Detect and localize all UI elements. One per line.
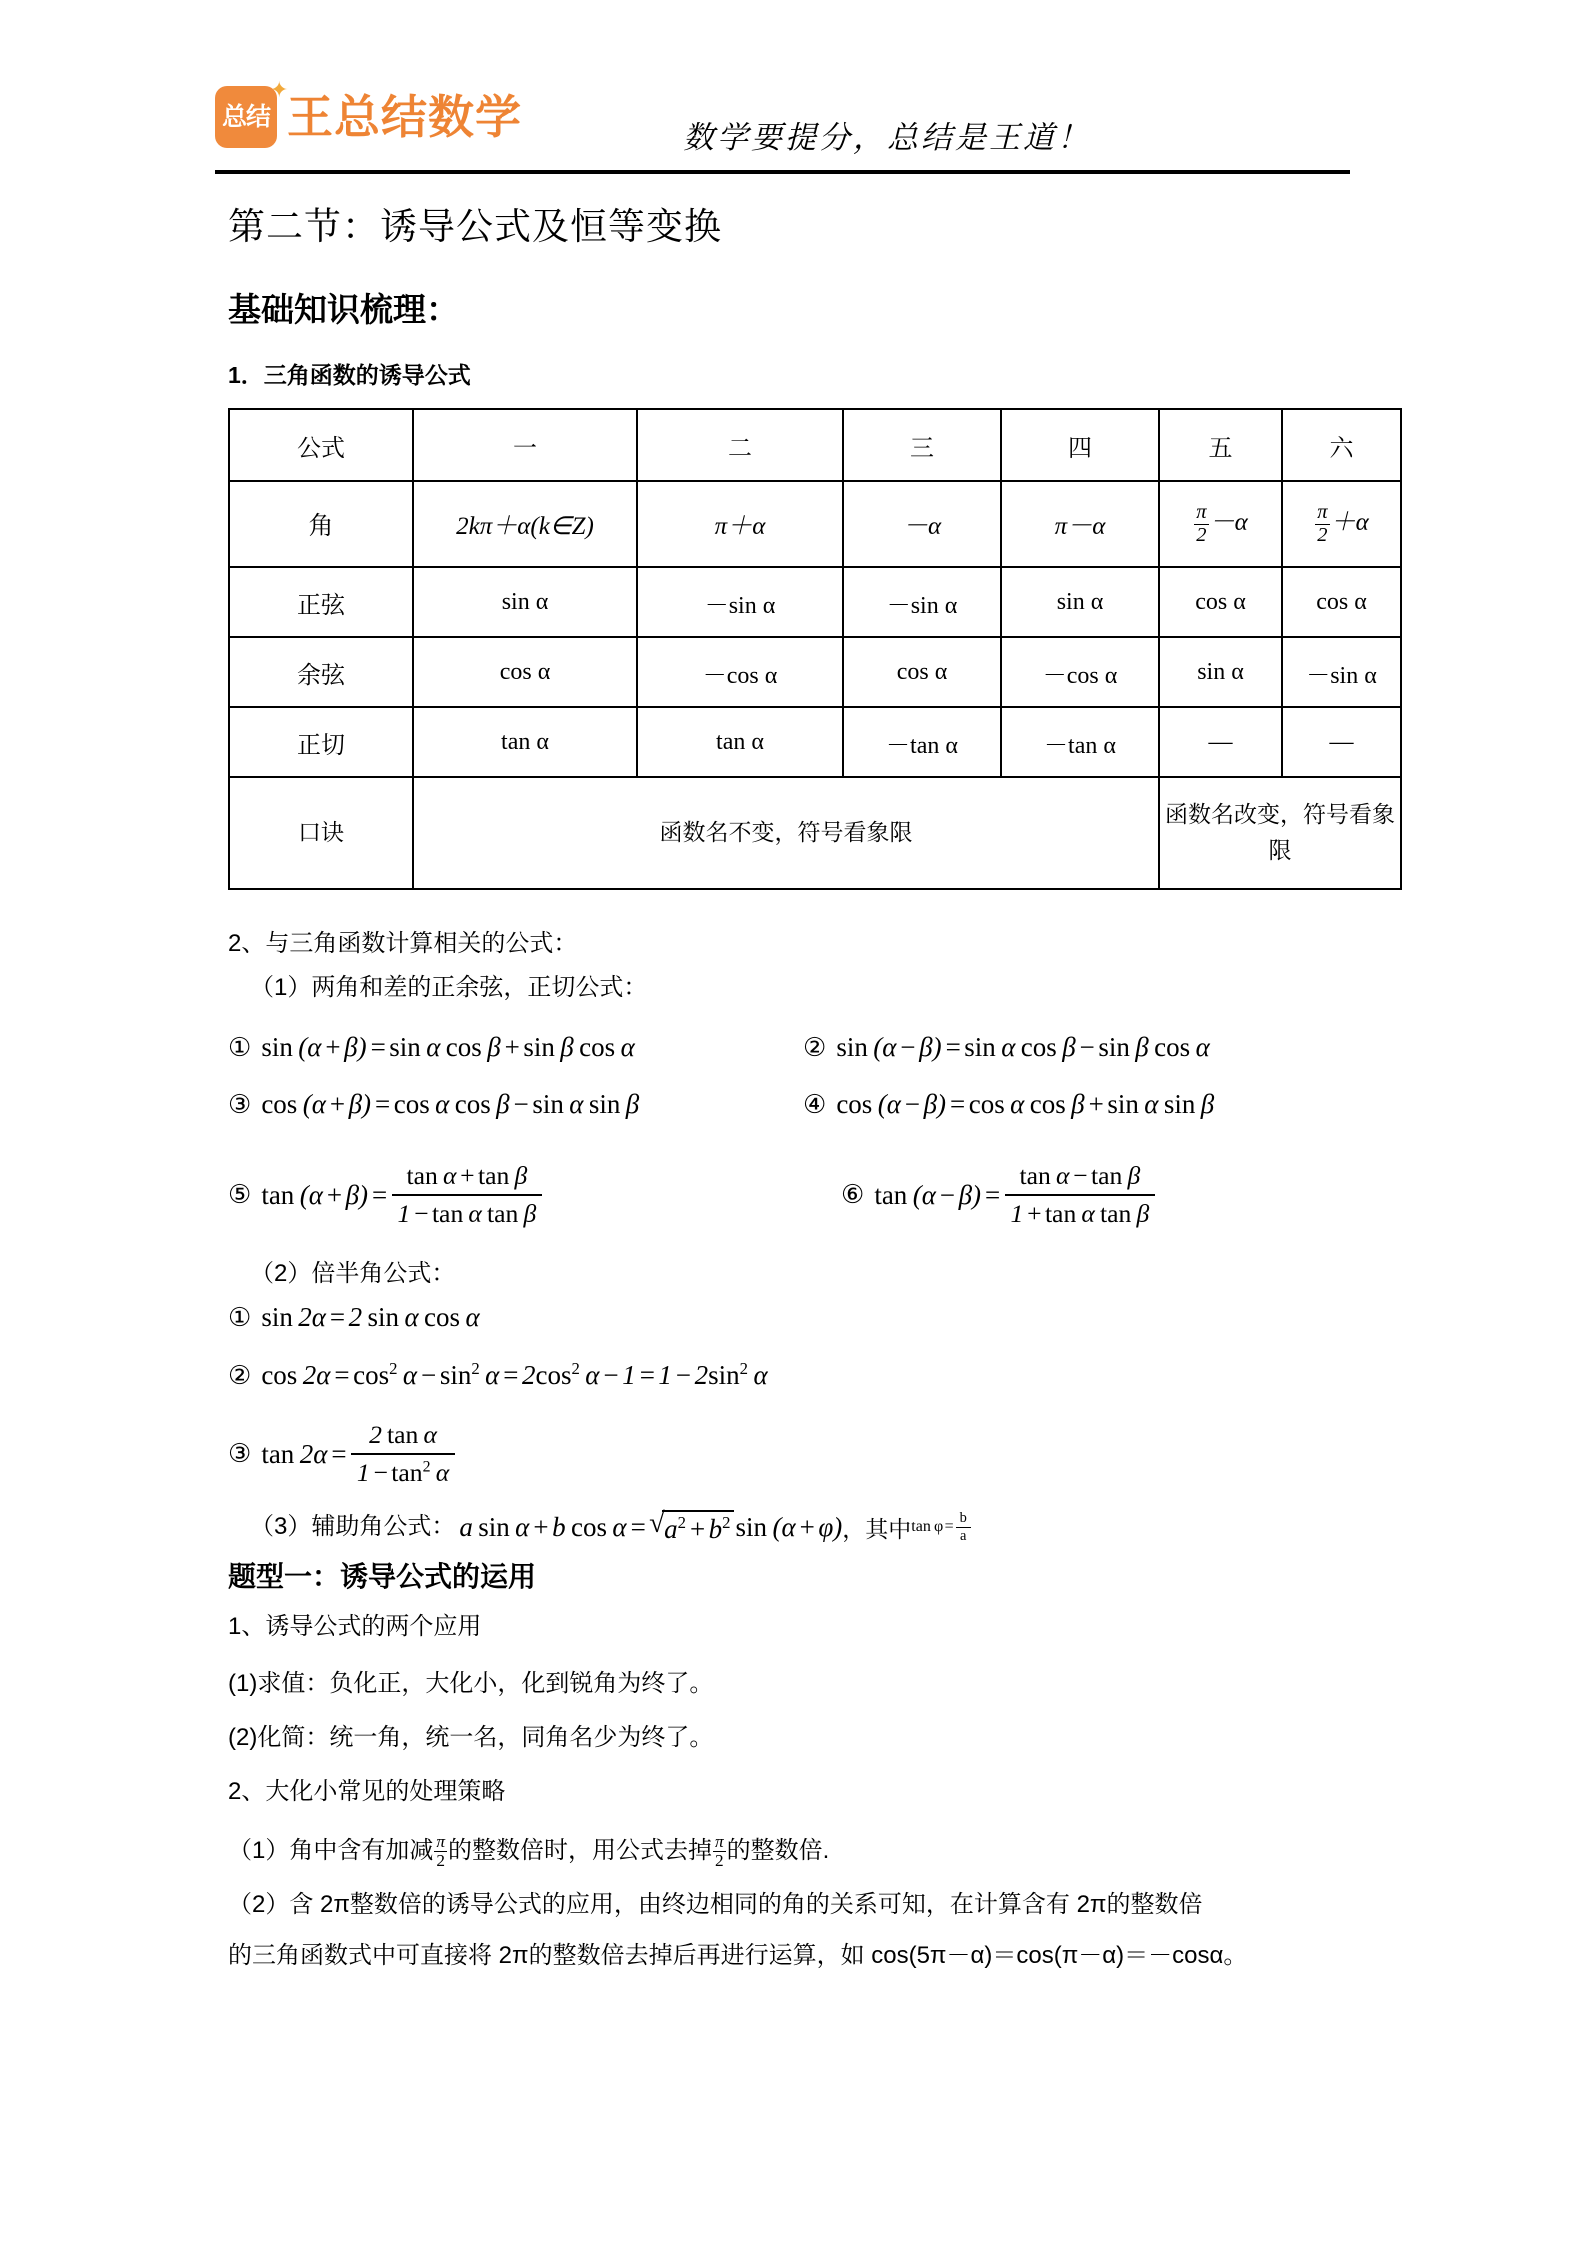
item-heading-two-applications: 1、诱导公式的两个应用 — [228, 1613, 482, 1641]
cell-angle-6: $\frac{\pi}{2}$ ＋α — [1282, 481, 1401, 567]
logo-badge-icon — [215, 86, 277, 148]
formula-double-2: ② cos 2α = $\cos^2 \alpha$ − $\sin^2 \alpha$ = $2\cos^2$ α − 1 = 1 − $2\sin^2$ α — [228, 1359, 768, 1392]
table-header-cell: 四 — [1001, 409, 1159, 481]
table-header-cell: 五 — [1159, 409, 1282, 481]
row-label-tangent: 正切 — [229, 707, 413, 777]
cell-tan-2: tan α — [637, 707, 843, 777]
subheading-sum-difference: （1）两角和差的正余弦，正切公式： — [250, 974, 648, 1001]
subheading-related-formulas: 2、与三角函数计算相关的公式： — [228, 930, 578, 957]
cell-angle-2: π＋α — [637, 481, 843, 567]
cell-tan-5: — — [1159, 707, 1282, 777]
cell-sin-4: sin α — [1001, 567, 1159, 637]
page-header — [215, 78, 1350, 174]
table-row-mnemonic — [229, 777, 1401, 889]
brand-logo — [215, 86, 522, 148]
strategy-1-part-c: 的整数倍. — [726, 1836, 830, 1864]
formula-3: ③ cos (α + β) = cos α cos β − sin α sin β — [228, 1089, 640, 1120]
header-tagline: 数学要提分，总结是王道！ — [683, 120, 1091, 155]
formula-number: ③ — [228, 1090, 252, 1120]
formula-number: ② — [803, 1033, 827, 1063]
cell-sin-5: cos α — [1159, 567, 1282, 637]
cell-angle-4: π－α — [1001, 481, 1159, 567]
page-title: 第二节：诱导公式及恒等变换 — [228, 207, 722, 248]
item-line-simplify: (2)化简：统一角，统一名，同角名少为终了。 — [228, 1724, 714, 1752]
row-label-angle: 角 — [229, 481, 413, 567]
formula-row-2 — [228, 1089, 1358, 1120]
pi-over-two-fraction-b: $\frac{\pi}{2}$ — [715, 1832, 724, 1870]
strategy-1-part-b: 的整数倍时，用公式去掉 — [448, 1836, 713, 1864]
formula-number: ④ — [803, 1090, 827, 1120]
logo-badge-text: 总结 — [221, 102, 270, 131]
formula-2: ② sin (α − β) = sin α cos β − sin β cos α — [803, 1032, 1210, 1063]
cell-angle-5: $\frac{\pi}{2}$ －α — [1159, 481, 1282, 567]
document-content — [228, 196, 1395, 1978]
table-row-sine — [229, 567, 1401, 637]
section-title-basics: 基础知识梳理： — [228, 291, 459, 328]
header-divider — [215, 170, 1350, 174]
table-header-cell: 二 — [637, 409, 843, 481]
formula-row-1 — [228, 1032, 1358, 1063]
formula-auxiliary-angle: a sin α + b cos α = √ $a^2$ + $b^2$ sin (α + φ) — [459, 1510, 842, 1545]
table-header-cell: 公式 — [229, 409, 413, 481]
cell-angle-1: 2kπ＋α(k∈Z) — [413, 481, 637, 567]
strategy-line-2: （2）含 2π整数倍的诱导公式的应用，由终边相同的角的关系可知，在计算含有 2π的整数倍 — [228, 1891, 1203, 1919]
row-label-mnemonic: 口诀 — [229, 777, 413, 889]
cell-sin-1: sin α — [413, 567, 637, 637]
cell-tan-6: — — [1282, 707, 1401, 777]
item-line-evaluate: (1)求值：负化正，大化小，化到锐角为终了。 — [228, 1669, 714, 1697]
formula-number: ⑥ — [841, 1180, 865, 1211]
table-header-cell: 一 — [413, 409, 637, 481]
topic-title-induction-usage: 题型一：诱导公式的运用 — [228, 1561, 537, 1593]
formula-double-3: ③ tan 2α = $\frac{\text{2 tan α}}{1 - \tan^2 \alpha}$ — [228, 1419, 1358, 1489]
table-row-angle — [229, 481, 1401, 567]
table-header-cell: 六 — [1282, 409, 1401, 481]
subheading-auxiliary-angle: （3）辅助角公式： — [250, 1513, 456, 1541]
mnemonic-left: 函数名不变，符号看象限 — [413, 777, 1159, 889]
cell-cos-6: －sin α — [1282, 637, 1401, 707]
formula-double-1: ① sin 2α = 2 sin α cos α — [228, 1302, 480, 1334]
item-heading-strategies: 2、大化小常见的处理策略 — [228, 1778, 506, 1806]
strategy-line-1 — [228, 1829, 1358, 1873]
table-row-tangent — [229, 707, 1401, 777]
cell-cos-5: sin α — [1159, 637, 1282, 707]
induction-formula-table — [228, 408, 1402, 890]
strategy-line-3: 的三角函数式中可直接将 2π的整数倍去掉后再进行运算，如 cos(5π－α)＝cos(π－α)＝－cosα。 — [228, 1941, 1248, 1969]
formula-number: ① — [228, 1303, 252, 1334]
formula-5: ⑤ tan (α + β) = $\frac{\text{tan α + tan β}}{\text{1 − tan α tan β}}$ — [228, 1160, 803, 1230]
subheading-double-half-angle: （2）倍半角公式： — [250, 1260, 456, 1288]
formula-6: ⑥ tan (α − β) = $\frac{\text{tan α − tan β}}{\text{1 + tan α tan β}}$ — [803, 1160, 1358, 1230]
row-label-sine: 正弦 — [229, 567, 413, 637]
cell-tan-1: tan α — [413, 707, 637, 777]
table-header-row — [229, 409, 1401, 481]
formula-row-3 — [228, 1160, 1358, 1230]
pi-over-two-fraction-a: $\frac{\pi}{2}$ — [436, 1832, 446, 1870]
cell-sin-6: cos α — [1282, 567, 1401, 637]
formula-1: ① sin (α + β) = sin α cos β + sin β cos α — [228, 1032, 635, 1063]
table-row-cosine — [229, 637, 1401, 707]
strategy-1-part-a: （1）角中含有加减 — [228, 1836, 434, 1864]
subheading-induction-formulas: 1．三角函数的诱导公式 — [228, 362, 471, 388]
table-header-cell: 三 — [843, 409, 1001, 481]
formula-number: ⑤ — [228, 1180, 252, 1211]
cell-cos-4: －cos α — [1001, 637, 1159, 707]
cell-cos-2: －cos α — [637, 637, 843, 707]
cell-tan-3: －tan α — [843, 707, 1001, 777]
row-label-cosine: 余弦 — [229, 637, 413, 707]
cell-tan-4: －tan α — [1001, 707, 1159, 777]
cell-angle-3: －α — [843, 481, 1001, 567]
formula-auxiliary-angle-line: （3）辅助角公式： a sin α + b cos α = √ $a^2$ + $b^2$ sin (α + φ) ，其中 tan φ = $\frac{b}{a}$ — [228, 1509, 1358, 1545]
cell-cos-3: cos α — [843, 637, 1001, 707]
formula-number: ① — [228, 1033, 252, 1063]
cell-sin-2: －sin α — [637, 567, 843, 637]
brand-name: 王总结数学 — [287, 91, 522, 143]
cell-cos-1: cos α — [413, 637, 637, 707]
formula-number: ② — [228, 1361, 252, 1392]
mnemonic-right: 函数名改变，符号看象限 — [1159, 777, 1401, 889]
cell-sin-3: －sin α — [843, 567, 1001, 637]
formula-number: ③ — [228, 1439, 252, 1470]
formula-4: ④ cos (α − β) = cos α cos β + sin α sin β — [803, 1089, 1215, 1120]
